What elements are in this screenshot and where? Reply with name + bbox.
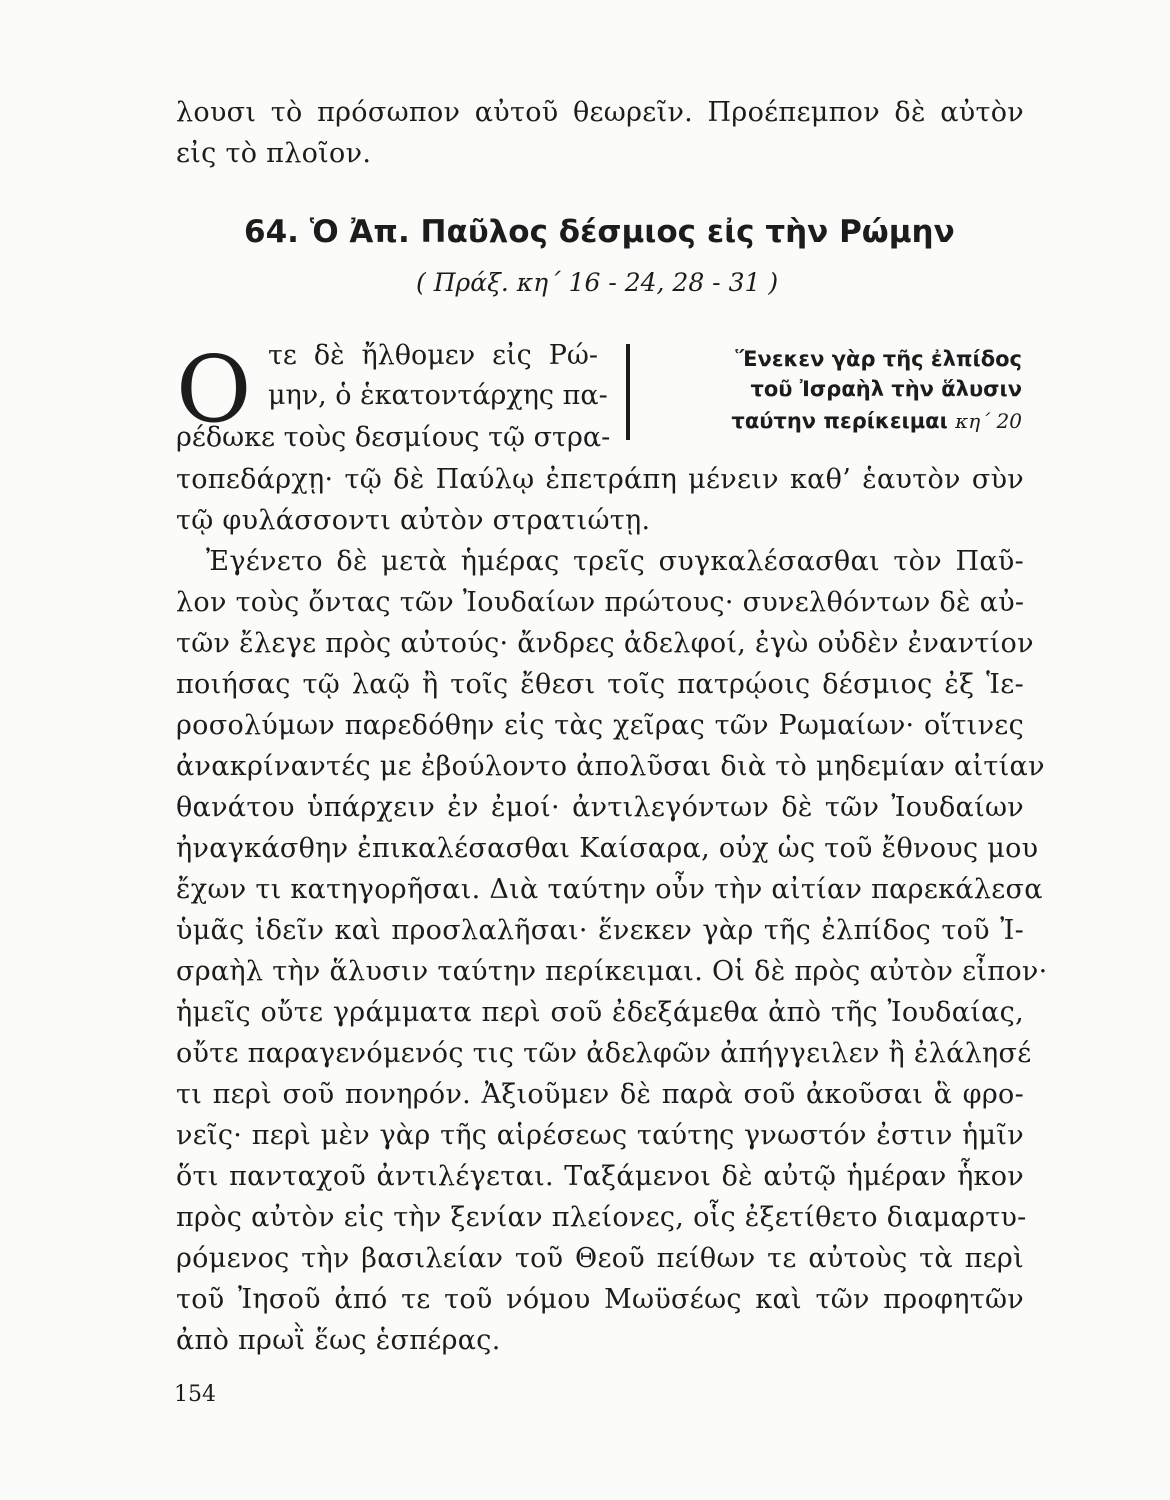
page-number: 154 [174,1382,216,1407]
text-line: εἰς τὸ πλοῖον. [176,138,372,169]
text-line: οὔτε παραγενόμενός τις τῶν ἀδελφῶν ἀπήγγειλεν ἢ ἐλάλησέ [176,1038,1032,1069]
drop-cap: Ο [176,336,252,443]
quote-line: Ἕνεκεν γὰρ τῆς ἐλπίδος [735,347,1022,371]
quote-line-with-ref [642,406,1022,436]
scripture-reference: ( Πράξ. κη΄ 16 - 24, 28 - 31 ) [416,268,779,297]
text-line: λον τοὺς ὄντας τῶν Ἰουδαίων πρώτους· συνελθόντων δὲ αὐ- [176,587,1025,618]
text-line: ἠναγκάσθην ἐπικαλέσασθαι Καίσαρα, οὐχ ὡς τοῦ ἔθνους μου [176,833,1039,864]
text-line: ποιήσας τῷ λαῷ ἢ τοῖς ἔθεσι τοῖς πατρῴοις δέσμιος ἐξ Ἱε- [176,669,1024,700]
text-line: τῶν ἔλεγε πρὸς αὐτούς· ἄνδρες ἀδελφοί, ἐγὼ οὐδὲν ἐναντίον [176,628,1034,659]
text-line: ρέδωκε τοὺς δεσμίους τῷ στρα- [176,422,611,453]
section-heading: 64. Ὁ Ἀπ. Παῦλος δέσμιος εἰς τὴν Ρώμην [244,214,955,250]
text-line: σραὴλ τὴν ἅλυσιν ταύτην περίκειμαι. Οἱ δὲ πρὸς αὐτὸν εἶπον· [176,956,1048,987]
text-line: ἀνακρίναντές με ἐβούλοντο ἀπολῦσαι διὰ τὸ μηδεμίαν αἰτίαν [176,751,1045,782]
text-line: πρὸς αὐτὸν εἰς τὴν ξενίαν πλείονες, οἷς ἐξετίθετο διαμαρτυ- [176,1202,1027,1233]
text-line: τι περὶ σοῦ πονηρόν. Ἀξιοῦμεν δὲ παρὰ σοῦ ἀκοῦσαι ἃ φρο- [176,1079,1024,1110]
text-line: τῷ φυλάσσοντι αὐτὸν στρατιώτῃ. [176,505,651,536]
text-line: ροσολύμων παρεδόθην εἰς τὰς χεῖρας τῶν Ρωμαίων· οἵτινες [176,710,1024,741]
text-line: ὅτι πανταχοῦ ἀντιλέγεται. Ταξάμενοι δὲ αὐτῷ ἡμέραν ἧκον [176,1161,1024,1192]
text-line: ἀπὸ πρωῒ ἕως ἑσπέρας. [176,1325,501,1356]
text-line: τε δὲ ἤλθομεν εἰς Ρώ- [268,340,598,371]
text-line: μην, ὁ ἑκατοντάρχης πα- [268,380,608,411]
text-line: Ἐγένετο δὲ μετὰ ἡμέρας τρεῖς συγκαλέσασθαι τὸν Παῦ- [206,546,1024,577]
text-line: ἔχων τι κατηγορῆσαι. Διὰ ταύτην οὖν τὴν αἰτίαν παρεκάλεσα [176,874,1043,905]
quote-divider [626,344,630,440]
text-line: τοῦ Ἰησοῦ ἀπό τε τοῦ νόμου Μωϋσέως καὶ τῶν προφητῶν [176,1284,1024,1315]
text-line: λουσι τὸ πρόσωπον αὐτοῦ θεωρεῖν. Προέπεμπον δὲ αὐτὸν [176,97,1024,128]
text-line: ὑμᾶς ἰδεῖν καὶ προσλαλῆσαι· ἕνεκεν γὰρ τῆς ἐλπίδος τοῦ Ἰ- [176,915,1024,946]
text-line: θανάτου ὑπάρχειν ἐν ἐμοί· ἀντιλεγόντων δὲ τῶν Ἰουδαίων [176,792,1024,823]
text-line: νεῖς· περὶ μὲν γὰρ τῆς αἱρέσεως ταύτης γνωστόν ἐστιν ἡμῖν [176,1120,1024,1151]
text-line: τοπεδάρχῃ· τῷ δὲ Παύλῳ ἐπετράπη μένειν καθ’ ἑαυτὸν σὺν [176,464,1024,495]
quote-line: τοῦ Ἰσραὴλ τὴν ἅλυσιν [750,377,1022,401]
text-line: ρόμενος τὴν βασιλείαν τοῦ Θεοῦ πείθων τε αὐτοὺς τὰ περὶ [176,1243,1024,1274]
text-line: ἡμεῖς οὔτε γράμματα περὶ σοῦ ἐδεξάμεθα ἀπὸ τῆς Ἰουδαίας, [176,997,1024,1028]
quote-reference: κη΄ 20 [955,409,1022,433]
quote-line: ταύτην περίκειμαι [731,409,948,433]
